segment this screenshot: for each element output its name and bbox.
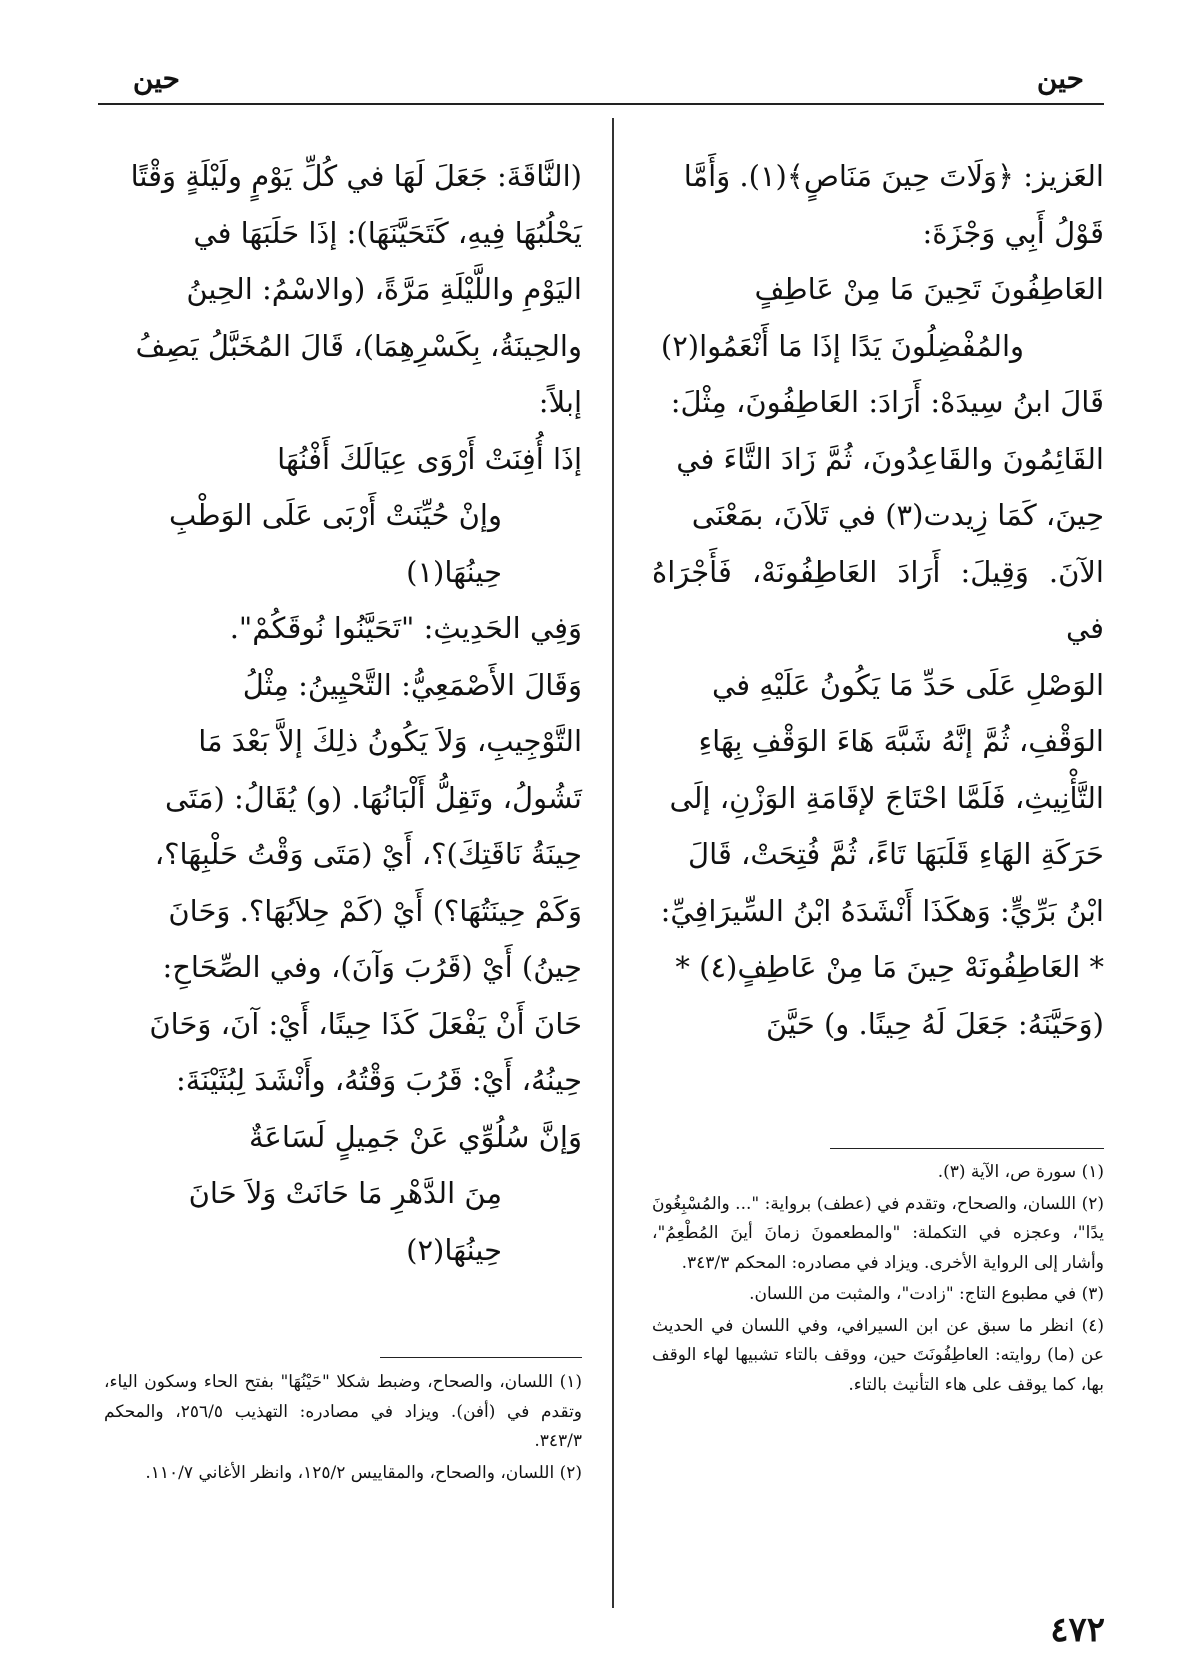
footnote: (٢) اللسان، والصحاح، وتقدم في (عطف) برواية: "... والمُسْبِغُونَ يدًا"، وعجزه في التكملة: "والمطعمونَ زمانَ أينَ المُطْعِمُ"، وأشار إلى الرواية الأخرى. ويزاد في مصادره: المحكم ٣٤٣/٣. (652, 1193, 1104, 1273)
text-line: ابْنُ بَرِّيٍّ: وَهكَذَا أَنْشَدَهُ ابْنُ السِّيرَافِيِّ: (660, 893, 1104, 928)
page-number: ٤٧٢ (1050, 1610, 1105, 1650)
text-line: الوَقْفِ، ثُمَّ إنَّهُ شَبَّهَ هَاءَ الوَقْفِ بِهَاءِ (698, 724, 1104, 758)
text-line: الآنَ. وَقِيلَ: أَرَادَ العَاطِفُونَهْ، فَأَجْرَاهُ في (652, 554, 1104, 645)
column-divider (612, 118, 614, 1608)
text-line: وَفِي الحَدِيثِ: "تَحَيَّنُوا نُوقَكُمْ". (229, 611, 582, 645)
text-line: حِينُهُ، أَيْ: قَرُبَ وَقْتُهُ، وأَنْشَدَ لِبُثَيْنَةَ: (175, 1063, 582, 1097)
text-line: وَقَالَ الأَصْمَعِيُّ: التَّحْيِينُ: مِثْلُ (242, 667, 582, 702)
text-line: (النَّاقَةَ: جَعَلَ لَهَا في كُلِّ يَوْمٍ ولَيْلَةٍ وَقْتًا (130, 159, 582, 193)
text-line: إبلاً: (538, 385, 582, 419)
text-line: حَانَ أَنْ يَفْعَلَ كَذَا حِينًا، أَيْ: آنَ، وَحَانَ (149, 1006, 582, 1041)
footnote-rule-left (380, 1357, 582, 1358)
text-line: (وَحَيَّنَهُ: جَعَلَ لَهُ حِينًا. و) حَيَّنَ (766, 1006, 1104, 1041)
running-header-left: حين (132, 62, 180, 95)
text-line: حَرَكَةِ الهَاءِ قَلَبَهَا تَاءً، ثُمَّ فُتِحَتْ، قَالَ (688, 837, 1104, 871)
text-line: حِينُ) أَيْ (قَرُبَ وَآنَ)، وفي الصِّحَاحِ: (162, 950, 582, 984)
text-line: التَّوْجِيبِ، وَلاَ يَكُونُ ذلِكَ إلاَّ بَعْدَ مَا (198, 724, 582, 758)
verse-line: وَإنَّ سُلُوِّي عَنْ جَمِيلٍ لَسَاعَةٌ (249, 1119, 582, 1154)
running-header-right: حين (1036, 62, 1084, 95)
text-line: والحِينَةُ، بِكَسْرِهِمَا)، قَالَ المُخَبَّلُ يَصِفُ (135, 328, 582, 363)
footnotes-left (104, 1368, 582, 1490)
text-line: العَزيز: ﴿وَلَاتَ حِينَ مَنَاصٍ﴾(١). وَأَمَّا (683, 159, 1104, 193)
verse-line: وإنْ حُيِّنَتْ أَرْبَى عَلَى الوَطْبِ حِينُهَا(١) (169, 498, 502, 589)
text-line: حِينَةُ نَاقَتِكَ)؟، أَيْ (مَتَى وَقْتُ حَلْبِهَا؟، (154, 837, 582, 871)
text-line: يَحْلُبُهَا فِيهِ، كَتَحَيَّنَهَا): إذَا حَلَبَهَا في (193, 215, 582, 250)
footnote: (١) اللسان، والصحاح، وضبط شكلا "حَيْنُهَا" بفتح الحاء وسكون الياء، وتقدم في (أفن). ويزاد في مصادره: التهذيب ٢٥٦/٥، والمحكم ٣٤٣/٣. (104, 1372, 583, 1451)
text-line: التَّأْنِيثِ، فَلَمَّا احْتَاجَ لإقَامَةِ الوَزْنِ، إلَى (669, 780, 1104, 815)
verse-line: مِنَ الدَّهْرِ مَا حَانَتْ وَلاَ حَانَ حِينُهَا(٢) (188, 1176, 502, 1267)
footnote: (١) سورة ص، الآية (٣). (937, 1162, 1104, 1182)
text-line: قَالَ ابنُ سِيدَهْ: أَرَادَ: العَاطِفُونَ، مِثْلَ: (670, 385, 1104, 419)
text-line: القَائِمُونَ والقَاعِدُونَ، ثُمَّ زَادَ التَّاءَ في (676, 441, 1104, 476)
text-line: حِينَ، كَمَا زِيدت(٣) في تَلاَنَ، بمَعْنَى (691, 498, 1104, 532)
header-rule (98, 103, 1104, 105)
right-column (652, 148, 1104, 1052)
text-line: تَشُولُ، وتَقِلُّ أَلْبَانُهَا. (و) يُقَالُ: (مَتَى (165, 780, 582, 815)
footnote: (٤) انظر ما سبق عن ابن السيرافي، وفي اللسان في الحديث عن (ما) روايته: العاطِفُونَتَ حين، ووقف بالتاء تشبيها لهاء الوقف بها، كما يوقف على هاء التأنيث بالتاء. (652, 1315, 1104, 1395)
footnote: (٢) اللسان، والصحاح، والمقاييس ١٢٥/٢، وانظر الأغاني ١١٠/٧. (145, 1462, 582, 1483)
footnotes-right (652, 1158, 1104, 1402)
verse-line: * العَاطِفُونَهْ حِينَ مَا مِنْ عَاطِفٍ(٤) * (675, 950, 1104, 984)
footnote: (٣) في مطبوع التاج: "زادت"، والمثبت من اللسان. (749, 1284, 1104, 1304)
verse-line: والمُفْضِلُونَ يَدًا إذَا مَا أَنْعَمُوا(٢) (660, 328, 1024, 363)
text-line: اليَوْمِ واللَّيْلَةِ مَرَّةً، (والاسْمُ: الحِينُ (186, 272, 582, 306)
text-line: وَكَمْ حِينَتُهَا؟) أَيْ (كَمْ حِلاَبُهَا؟. وَحَانَ (168, 893, 582, 928)
footnote-rule-right (830, 1148, 1104, 1149)
verse-line: إذَا أُفِنَتْ أَرْوَى عِيَالَكَ أَفْنُهَا (277, 441, 582, 476)
text-line: قَوْلُ أَبِي وَجْزَةَ: (922, 215, 1104, 250)
text-line: الوَصْلِ عَلَى حَدِّ مَا يَكُونُ عَلَيْهِ في (712, 667, 1104, 702)
left-column (104, 148, 582, 1278)
verse-line: العَاطِفُونَ تَحِينَ مَا مِنْ عَاطِفٍ (754, 272, 1104, 306)
